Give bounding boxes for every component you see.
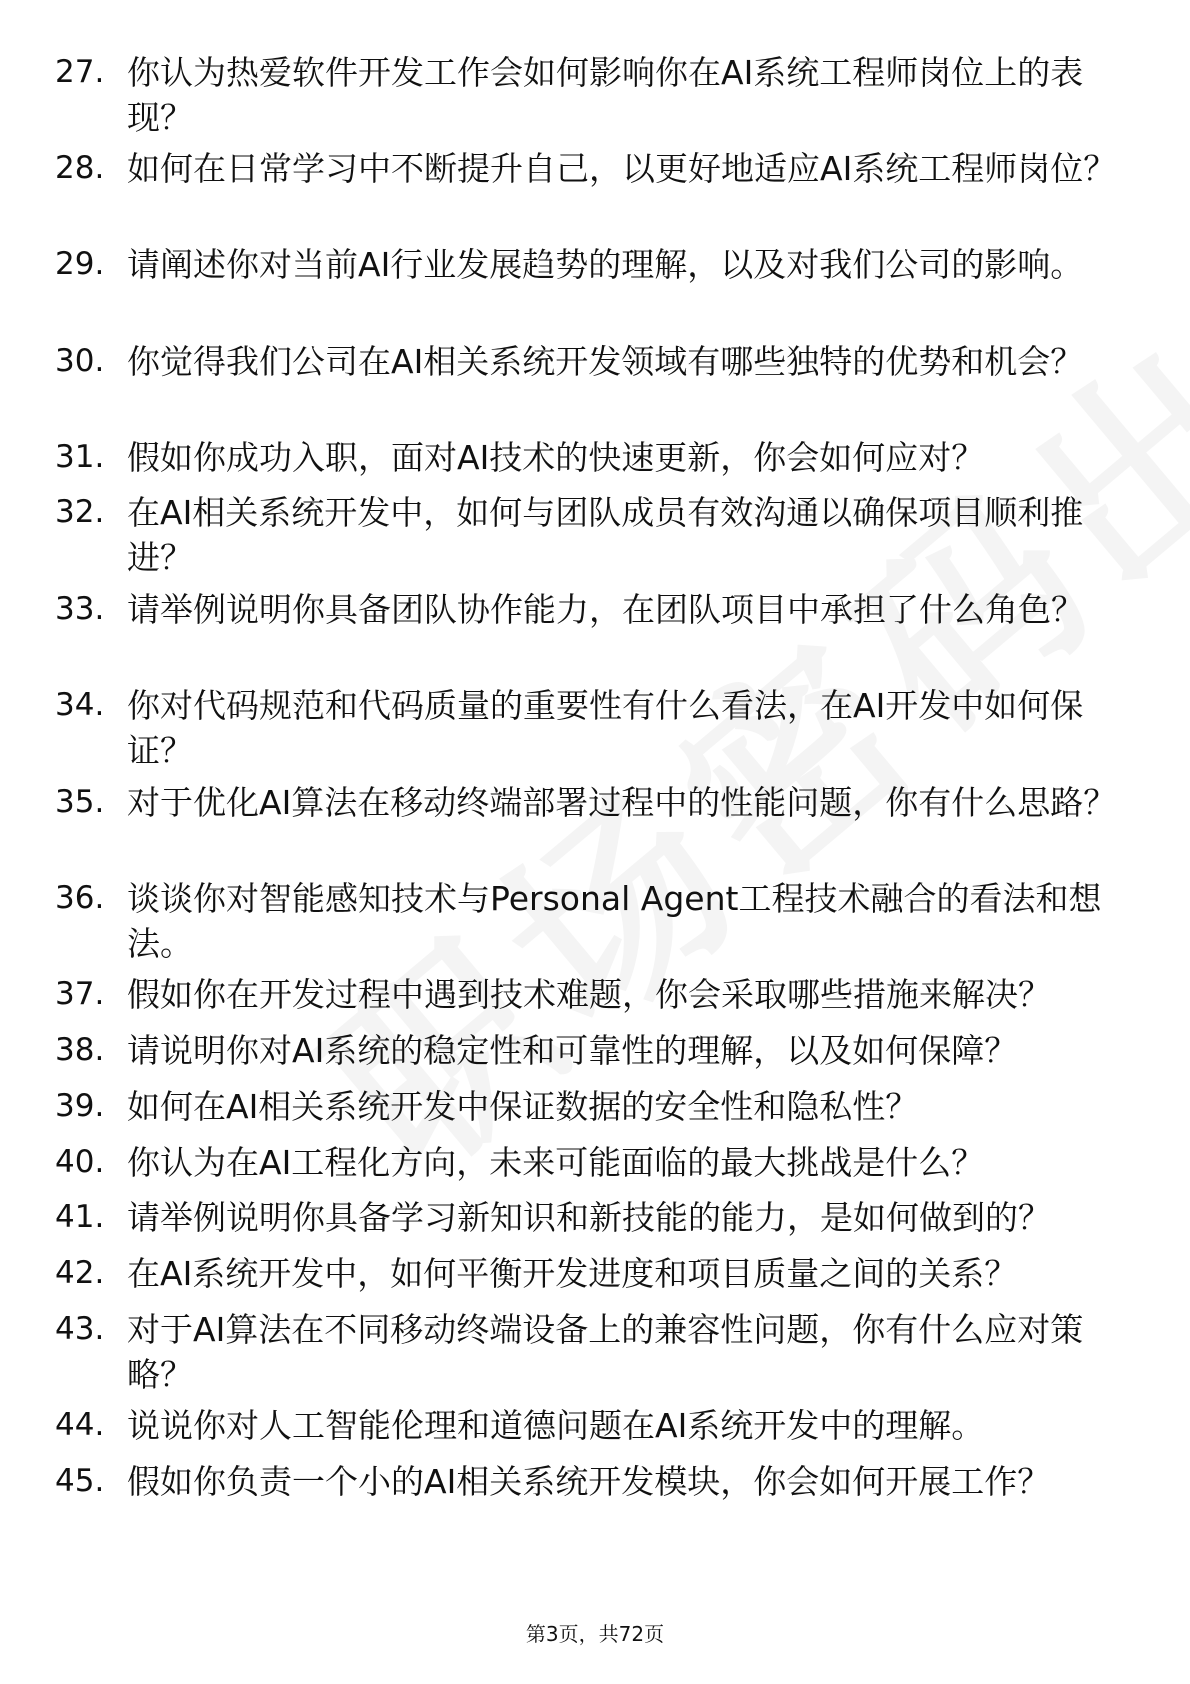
question-number: 28.	[55, 150, 105, 186]
question-text: 假如你在开发过程中遇到技术难题，你会采取哪些措施来解决？	[127, 975, 1051, 1014]
question-text: 你认为在AI工程化方向，未来可能面临的最大挑战是什么？	[127, 1143, 985, 1182]
question-number: 35.	[55, 784, 105, 820]
question-number: 32.	[55, 494, 105, 530]
question-text: 说说你对人工智能伦理和道德问题在AI系统开发中的理解。	[127, 1406, 985, 1445]
question-number: 45.	[55, 1463, 105, 1499]
question-text: 你对代码规范和代码质量的重要性有什么看法，在AI开发中如何保证？	[127, 686, 1084, 770]
question-number: 31.	[55, 439, 105, 475]
question-text: 请阐述你对当前AI行业发展趋势的理解，以及对我们公司的影响。	[127, 245, 1084, 284]
question-text: 请举例说明你具备团队协作能力，在团队项目中承担了什么角色？	[127, 590, 1084, 629]
question-text: 假如你负责一个小的AI相关系统开发模块，你会如何开展工作？	[127, 1462, 1051, 1501]
question-text: 在AI相关系统开发中，如何与团队成员有效沟通以确保项目顺利推进？	[127, 493, 1084, 577]
question-number: 40.	[55, 1144, 105, 1180]
question-number: 43.	[55, 1311, 105, 1347]
question-text: 如何在日常学习中不断提升自己，以更好地适应AI系统工程师岗位？	[127, 149, 1117, 188]
question-number: 29.	[55, 246, 105, 282]
question-number: 39.	[55, 1088, 105, 1124]
question-text: 在AI系统开发中，如何平衡开发进度和项目质量之间的关系？	[127, 1254, 1018, 1293]
question-text: 对于优化AI算法在移动终端部署过程中的性能问题，你有什么思路？	[127, 783, 1117, 822]
question-number: 41.	[55, 1199, 105, 1235]
question-number: 36.	[55, 880, 105, 916]
page-footer: 第3页，共72页	[525, 1622, 665, 1646]
question-number: 38.	[55, 1032, 105, 1068]
question-number: 30.	[55, 343, 105, 379]
question-text: 对于AI算法在不同移动终端设备上的兼容性问题，你有什么应对策略？	[127, 1310, 1084, 1394]
question-text: 你认为热爱软件开发工作会如何影响你在AI系统工程师岗位上的表现？	[127, 53, 1084, 137]
question-text: 假如你成功入职，面对AI技术的快速更新，你会如何应对？	[127, 438, 985, 477]
question-number: 37.	[55, 976, 105, 1012]
question-text: 如何在AI相关系统开发中保证数据的安全性和隐私性？	[127, 1087, 919, 1126]
question-number: 27.	[55, 54, 105, 90]
question-text: 你觉得我们公司在AI相关系统开发领域有哪些独特的优势和机会？	[127, 342, 1084, 381]
question-text: 请举例说明你具备学习新知识和新技能的能力，是如何做到的？	[127, 1198, 1051, 1237]
question-number: 42.	[55, 1255, 105, 1291]
question-number: 44.	[55, 1407, 105, 1443]
question-text: 请说明你对AI系统的稳定性和可靠性的理解，以及如何保障？	[127, 1031, 1018, 1070]
question-number: 33.	[55, 591, 105, 627]
question-text: 谈谈你对智能感知技术与Personal Agent工程技术融合的看法和想法。	[127, 879, 1102, 963]
question-number: 34.	[55, 687, 105, 723]
